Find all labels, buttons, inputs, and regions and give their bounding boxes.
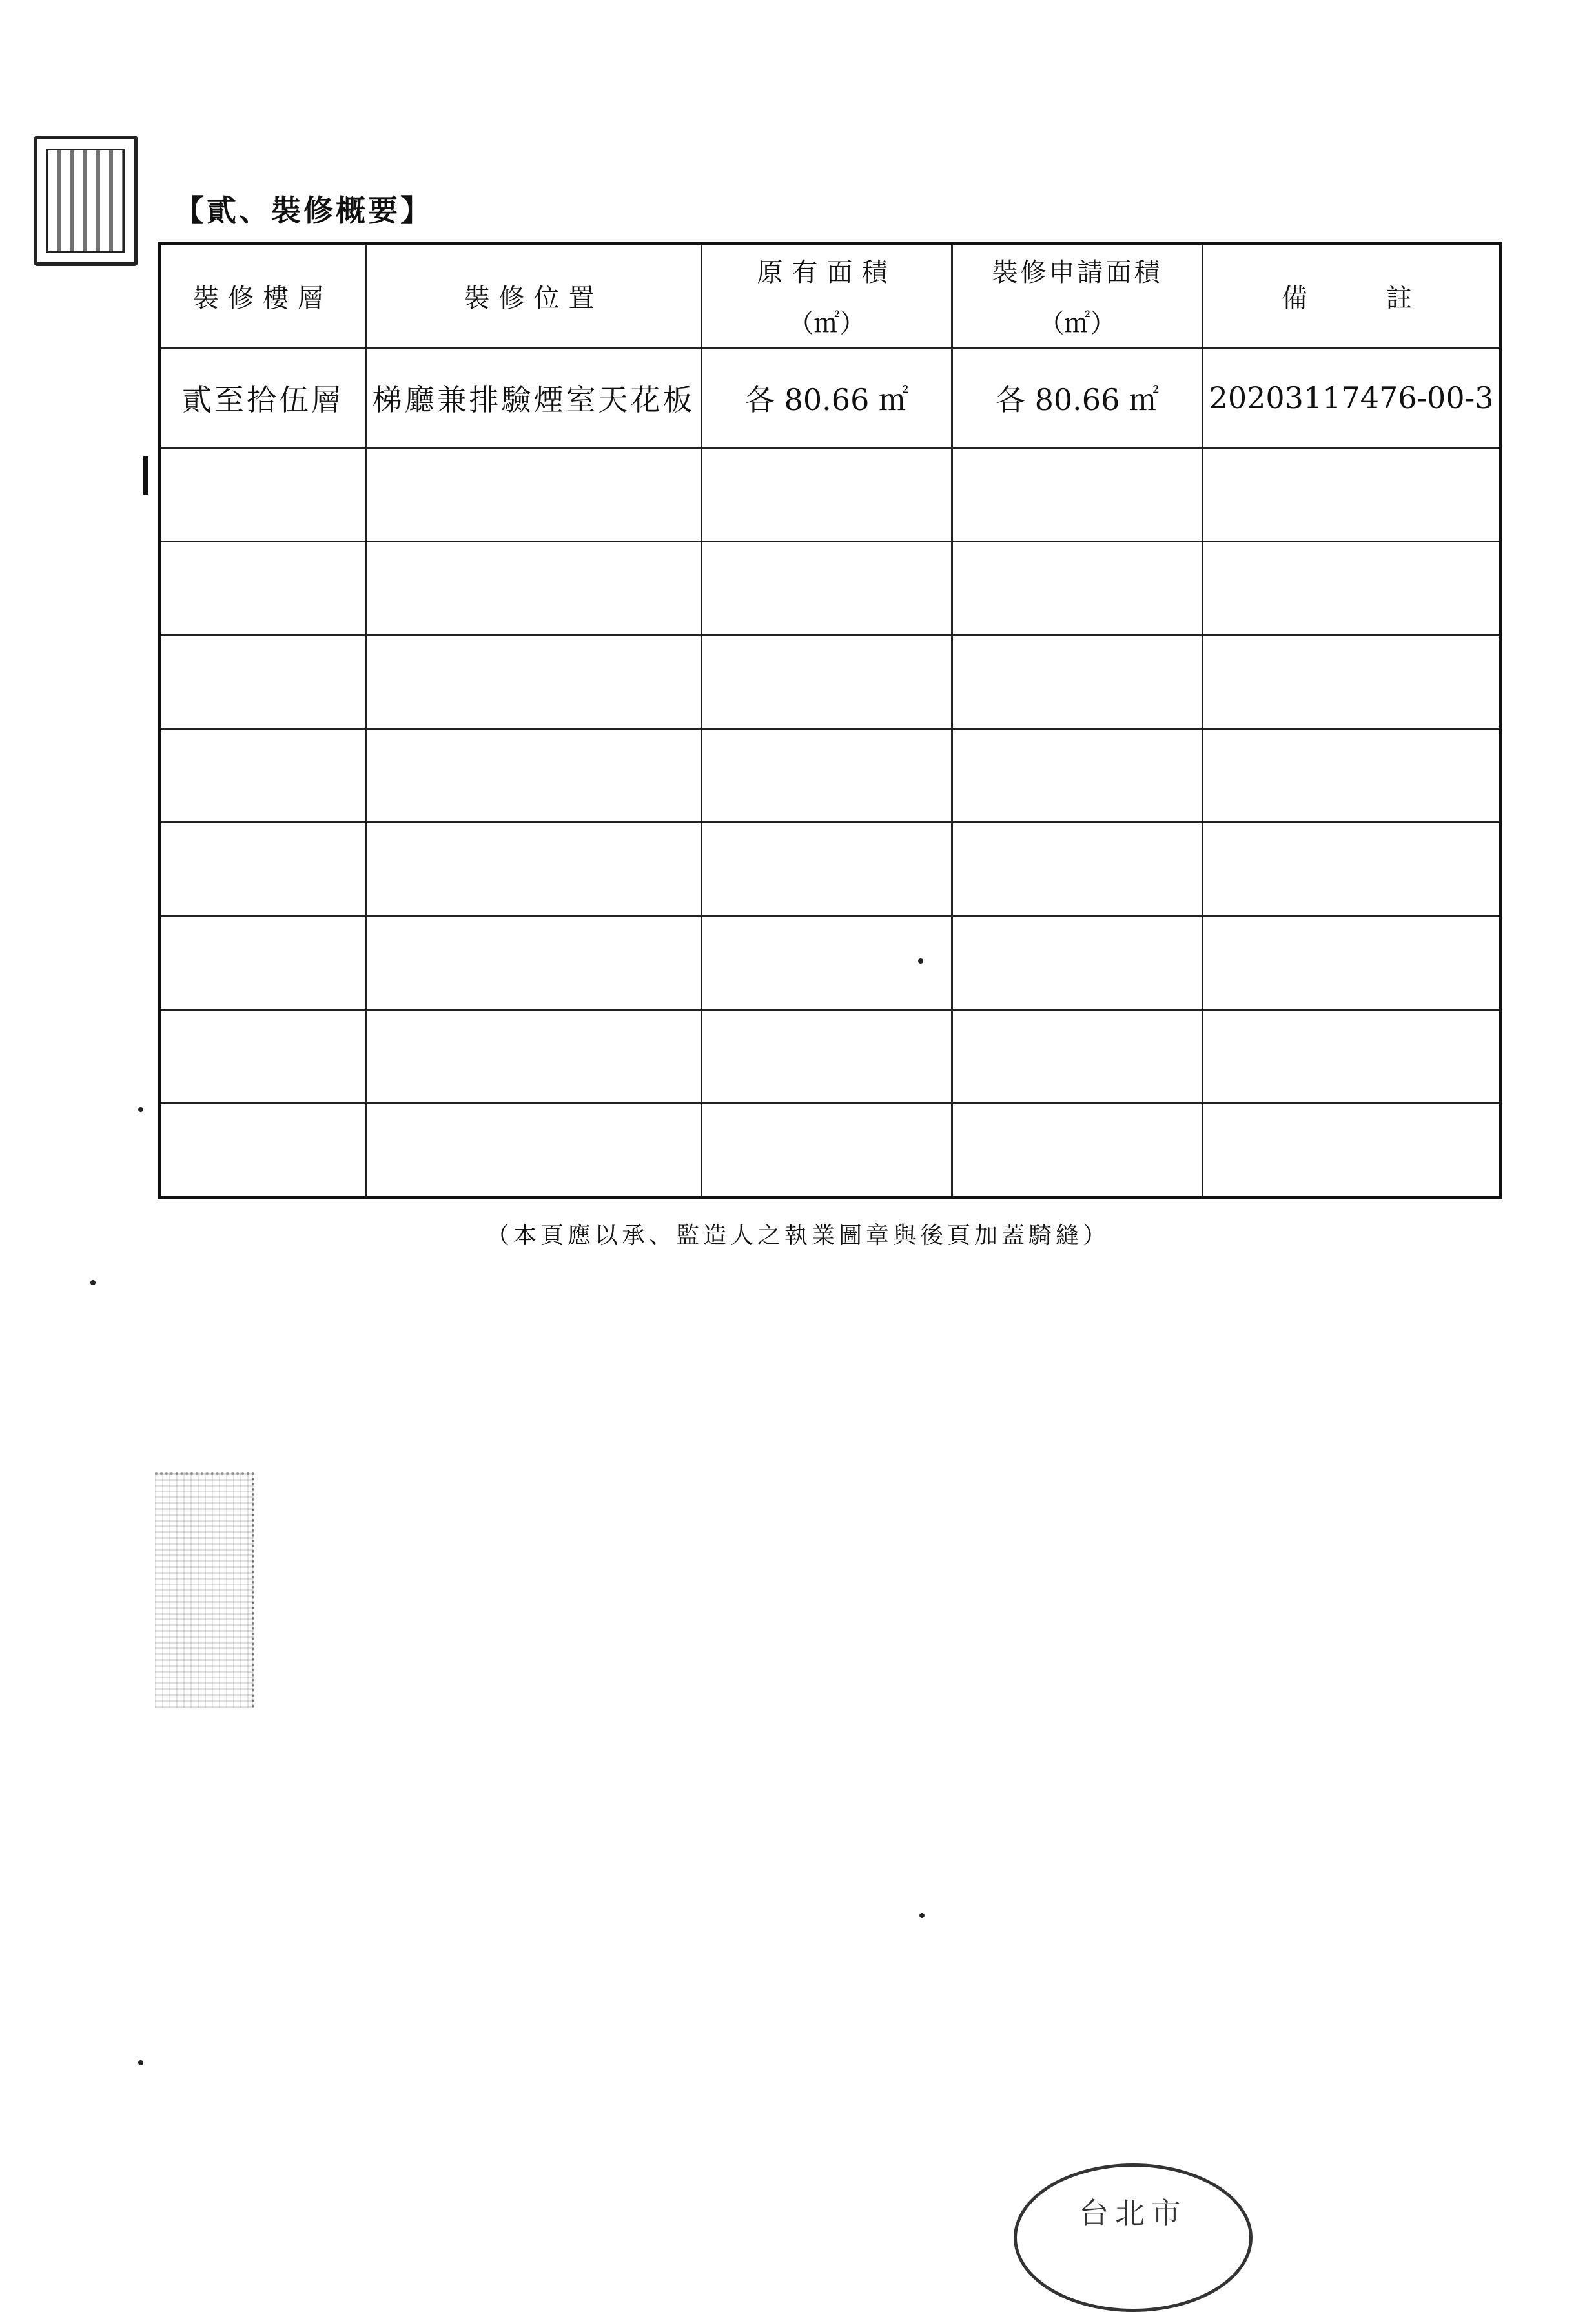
empty-cell [366,448,702,542]
empty-cell [702,1010,952,1104]
empty-cell [366,1104,702,1198]
cell-floor: 貳至拾伍層 [159,348,366,448]
empty-cell [1203,1104,1501,1198]
renovation-summary-table [158,242,1502,1199]
cell-original-area: 各 80.66 ㎡ [702,348,952,448]
empty-cell [952,823,1203,916]
empty-cell [702,916,952,1010]
empty-cell [952,1104,1203,1198]
empty-cell [1203,542,1501,635]
empty-cell [366,542,702,635]
empty-cell [1203,823,1501,916]
header-original-area-unit: （㎡） [788,309,866,338]
seal-stamp-bottom [1014,2163,1253,2312]
table-row-empty [159,1010,1501,1104]
empty-cell [952,1010,1203,1104]
seal-text: 台北市 [1079,2196,1187,2231]
empty-cell [702,542,952,635]
header-applied-area-label: 裝修申請面積 [992,258,1163,287]
table-row-empty [159,916,1501,1010]
footer-note: （本頁應以承、監造人之執業圖章與後頁加蓋騎縫） [486,1223,1110,1249]
empty-cell [952,729,1203,823]
empty-cell [702,729,952,823]
empty-cell [702,635,952,729]
empty-cell [159,1104,366,1198]
header-floor: 裝修樓層 [159,243,366,348]
header-remarks: 備 註 [1203,243,1501,348]
scan-speck [90,1280,96,1285]
header-original-area-label: 原有面積 [757,258,897,287]
cell-applied-area: 各 80.66 ㎡ [952,348,1203,448]
scan-speck [919,1913,925,1918]
empty-cell [366,635,702,729]
empty-cell [159,1010,366,1104]
empty-cell [159,635,366,729]
empty-cell [366,729,702,823]
empty-cell [1203,729,1501,823]
empty-cell [159,729,366,823]
empty-cell [952,448,1203,542]
table-row-empty [159,729,1501,823]
faded-stamp-mark [155,1472,254,1708]
empty-cell [366,823,702,916]
scan-speck [138,1107,143,1112]
table-row [159,348,1501,448]
empty-cell [702,448,952,542]
empty-cell [952,542,1203,635]
empty-cell [159,542,366,635]
empty-cell [1203,448,1501,542]
table-row-empty [159,823,1501,916]
header-location: 裝修位置 [366,243,702,348]
table-header-row [159,243,1501,348]
section-title: 【貳、裝修概要】 [174,193,433,228]
header-applied-area-unit: （㎡） [1038,309,1116,338]
empty-cell [1203,635,1501,729]
empty-cell [1203,916,1501,1010]
header-original-area [702,243,952,348]
header-applied-area [952,243,1203,348]
table-row-empty [159,1104,1501,1198]
seal-stamp-top-left [34,136,138,266]
empty-cell [702,823,952,916]
empty-cell [159,916,366,1010]
empty-cell [366,1010,702,1104]
empty-cell [952,916,1203,1010]
empty-cell [952,635,1203,729]
empty-cell [159,823,366,916]
empty-cell [366,916,702,1010]
empty-cell [1203,1010,1501,1104]
cell-location: 梯廳兼排驗煙室天花板 [366,348,702,448]
table-row-empty [159,635,1501,729]
margin-mark [143,456,148,495]
table-row-empty [159,448,1501,542]
scan-speck [138,2060,143,2065]
empty-cell [702,1104,952,1198]
cell-remarks: 20203117476-00-3 [1203,348,1501,448]
empty-cell [159,448,366,542]
table-row-empty [159,542,1501,635]
